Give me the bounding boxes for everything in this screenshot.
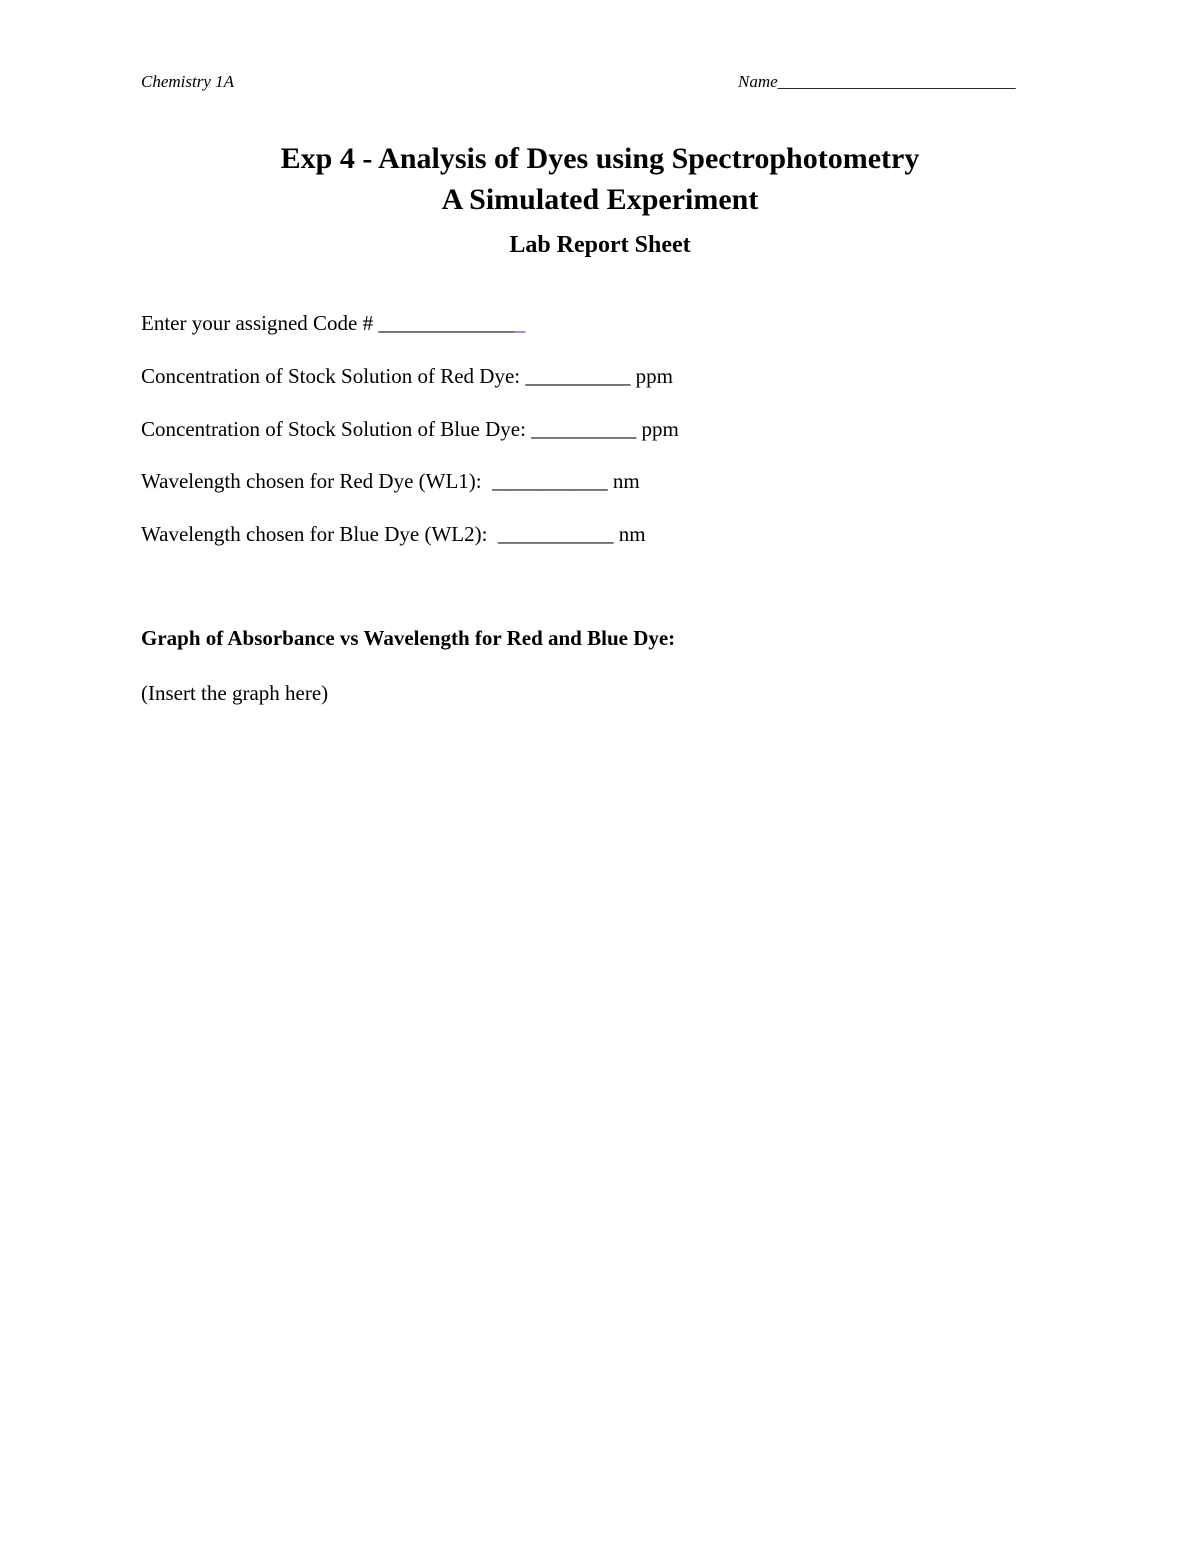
blue-dye-wavelength-blank[interactable]: ___________: [497, 522, 614, 546]
blue-dye-concentration-label: Concentration of Stock Solution of Blue Dye:: [141, 417, 532, 441]
blue-dye-concentration-field: [141, 417, 679, 442]
red-dye-concentration-unit: ppm: [630, 364, 673, 388]
blue-dye-wavelength-field: [141, 522, 646, 547]
name-field: [738, 72, 1016, 92]
page-title: Exp 4 - Analysis of Dyes using Spectrophotometry: [280, 142, 920, 175]
red-dye-wavelength-field: [141, 469, 640, 494]
red-dye-wavelength-label: Wavelength chosen for Red Dye (WL1):: [141, 469, 493, 493]
code-blank-tail[interactable]: _: [514, 311, 526, 335]
blue-dye-wavelength-label: Wavelength chosen for Blue Dye (WL2):: [141, 522, 498, 546]
code-label: Enter your assigned Code #: [141, 311, 379, 335]
red-dye-concentration-field: [141, 364, 673, 389]
red-dye-concentration-blank[interactable]: __________: [525, 364, 631, 388]
page-subtitle: A Simulated Experiment: [441, 183, 759, 216]
blue-dye-concentration-unit: ppm: [636, 417, 679, 441]
report-sheet-heading: Lab Report Sheet: [509, 232, 691, 258]
code-blank[interactable]: _____________: [378, 311, 515, 335]
red-dye-wavelength-unit: nm: [607, 469, 640, 493]
code-field: [141, 311, 525, 336]
name-label: Name: [738, 72, 778, 91]
red-dye-concentration-label: Concentration of Stock Solution of Red Dye:: [141, 364, 526, 388]
blue-dye-wavelength-unit: nm: [613, 522, 646, 546]
red-dye-wavelength-blank[interactable]: ___________: [492, 469, 608, 493]
course-label: Chemistry 1A: [141, 72, 235, 91]
graph-placeholder[interactable]: (Insert the graph here): [141, 681, 329, 705]
blue-dye-concentration-blank[interactable]: __________: [531, 417, 637, 441]
graph-heading: Graph of Absorbance vs Wavelength for Red and Blue Dye:: [141, 626, 676, 650]
name-blank[interactable]: ____________________________: [777, 72, 1016, 91]
